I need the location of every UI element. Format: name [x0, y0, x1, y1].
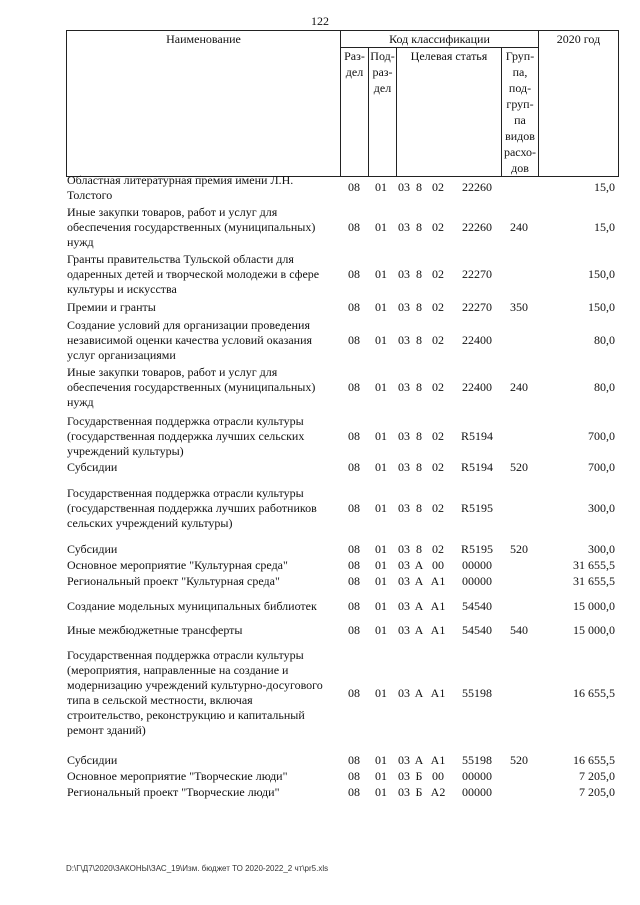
row-target-direction: 22400	[462, 333, 492, 347]
row-razdel: 08	[348, 769, 360, 783]
row-amount: 16 655,5	[573, 686, 615, 700]
row-target-program: 03	[398, 558, 410, 572]
row-target-program: 03	[398, 574, 410, 588]
row-expense-group: 520	[510, 753, 528, 767]
row-target-subprogram: Б	[415, 785, 423, 799]
header-podrazdel-label: Под- раз- дел	[370, 49, 395, 95]
row-target-direction: 54540	[462, 599, 492, 613]
row-target-subprogram: 8	[416, 542, 422, 556]
row-name: Региональный проект "Творческие люди"	[67, 785, 280, 799]
row-podrazdel: 01	[375, 267, 387, 281]
row-target-direction: 22270	[462, 300, 492, 314]
row-target-event: А1	[430, 753, 446, 767]
row-razdel: 08	[348, 429, 360, 443]
row-target-direction: R5195	[460, 542, 493, 556]
row-target-program: 03	[398, 501, 410, 515]
row-amount: 300,0	[588, 501, 615, 515]
row-name: Создание модельных муниципальных библиотек	[67, 599, 317, 613]
row-razdel: 08	[348, 542, 360, 556]
row-target-event: А1	[430, 599, 446, 613]
row-name: Субсидии	[67, 542, 118, 556]
row-target-event: А1	[430, 686, 446, 700]
row-amount: 700,0	[588, 460, 615, 474]
row-target-event: 00	[432, 558, 444, 572]
row-amount: 16 655,5	[573, 753, 615, 767]
row-podrazdel: 01	[375, 599, 387, 613]
row-target-event: 02	[432, 300, 444, 314]
row-target-program: 03	[398, 220, 410, 234]
row-expense-group: 240	[510, 220, 528, 234]
row-name: Премии и гранты	[67, 300, 156, 314]
row-amount: 300,0	[588, 542, 615, 556]
row-target-program: 03	[398, 380, 410, 394]
row-amount: 15,0	[594, 220, 615, 234]
row-name: Гранты правительства Тульской области для одаренных детей и творческой молодежи в сфере культуры и искусства	[67, 252, 320, 296]
row-target-subprogram: 8	[416, 501, 422, 515]
row-target-direction: 55198	[462, 686, 492, 700]
row-name: Региональный проект "Культурная среда"	[67, 574, 280, 588]
row-expense-group: 540	[510, 623, 528, 637]
row-target-direction: 22400	[462, 380, 492, 394]
row-amount: 31 655,5	[573, 558, 615, 572]
row-name: Основное мероприятие "Творческие люди"	[67, 769, 288, 783]
row-expense-group: 240	[510, 380, 528, 394]
row-target-event: А1	[430, 623, 446, 637]
row-target-program: 03	[398, 753, 410, 767]
row-target-event: 00	[432, 769, 444, 783]
row-target-subprogram: 8	[416, 380, 422, 394]
row-target-program: 03	[398, 180, 410, 194]
row-podrazdel: 01	[375, 785, 387, 799]
row-name: Субсидии	[67, 753, 118, 767]
row-amount: 7 205,0	[579, 769, 615, 783]
row-expense-group: 350	[510, 300, 528, 314]
row-target-direction: 55198	[462, 753, 492, 767]
row-target-subprogram: А	[414, 623, 424, 637]
row-razdel: 08	[348, 333, 360, 347]
row-amount: 80,0	[594, 380, 615, 394]
row-target-event: 02	[432, 429, 444, 443]
row-podrazdel: 01	[375, 501, 387, 515]
row-target-direction: 22260	[462, 180, 492, 194]
row-expense-group: 520	[510, 542, 528, 556]
row-amount: 150,0	[588, 300, 615, 314]
row-target-direction: 22270	[462, 267, 492, 281]
row-target-direction: R5195	[460, 501, 493, 515]
row-target-subprogram: 8	[416, 460, 422, 474]
row-target-program: 03	[398, 686, 410, 700]
row-target-subprogram: 8	[416, 180, 422, 194]
row-target-subprogram: 8	[416, 429, 422, 443]
row-target-event: 02	[432, 501, 444, 515]
row-amount: 150,0	[588, 267, 615, 281]
row-razdel: 08	[348, 785, 360, 799]
row-razdel: 08	[348, 623, 360, 637]
row-target-direction: 54540	[462, 623, 492, 637]
row-razdel: 08	[348, 220, 360, 234]
row-target-subprogram: 8	[416, 267, 422, 281]
row-amount: 15 000,0	[573, 599, 615, 613]
row-target-event: А1	[430, 574, 446, 588]
row-target-program: 03	[398, 267, 410, 281]
header-target-label: Целевая статья	[410, 49, 488, 63]
row-razdel: 08	[348, 558, 360, 572]
row-name: Иные межбюджетные трансферты	[67, 623, 243, 637]
row-amount: 15,0	[594, 180, 615, 194]
row-target-program: 03	[398, 429, 410, 443]
header-code-group-label: Код классификации	[389, 32, 490, 46]
row-target-event: 02	[432, 267, 444, 281]
row-target-subprogram: 8	[416, 220, 422, 234]
row-podrazdel: 01	[375, 686, 387, 700]
row-razdel: 08	[348, 267, 360, 281]
row-expense-group: 520	[510, 460, 528, 474]
row-target-subprogram: А	[414, 574, 424, 588]
row-amount: 80,0	[594, 333, 615, 347]
row-name: Государственная поддержка отрасли культуры (мероприятия, направленные на создание и модернизацию учреждений культурно-досугового типа в сельской местности, включая строительство, реконструкцию и капитальный ремонт зданий)	[67, 648, 323, 737]
row-target-program: 03	[398, 542, 410, 556]
row-amount: 7 205,0	[579, 785, 615, 799]
row-podrazdel: 01	[375, 542, 387, 556]
row-podrazdel: 01	[375, 380, 387, 394]
row-target-program: 03	[398, 785, 410, 799]
row-razdel: 08	[348, 300, 360, 314]
row-name: Областная литературная премия имени Л.Н. Толстого	[67, 173, 294, 202]
row-target-direction: R5194	[460, 460, 493, 474]
row-name: Создание условий для организации проведения независимой оценки качества условий оказания услуг организациями	[67, 318, 313, 362]
row-target-program: 03	[398, 460, 410, 474]
row-amount: 15 000,0	[573, 623, 615, 637]
row-target-event: 02	[432, 220, 444, 234]
row-razdel: 08	[348, 460, 360, 474]
row-podrazdel: 01	[375, 333, 387, 347]
row-target-subprogram: 8	[416, 333, 422, 347]
row-podrazdel: 01	[375, 623, 387, 637]
row-podrazdel: 01	[375, 300, 387, 314]
page-number: 122	[311, 14, 329, 28]
header-year-label: 2020 год	[556, 32, 601, 46]
row-target-event: 02	[432, 460, 444, 474]
row-target-program: 03	[398, 300, 410, 314]
row-razdel: 08	[348, 574, 360, 588]
row-name: Государственная поддержка отрасли культуры (государственная поддержка лучших сельских учреждений культуры)	[67, 414, 305, 458]
row-podrazdel: 01	[375, 220, 387, 234]
row-razdel: 08	[348, 686, 360, 700]
row-podrazdel: 01	[375, 558, 387, 572]
row-target-program: 03	[398, 599, 410, 613]
row-name: Государственная поддержка отрасли культуры (государственная поддержка лучших работников сельских учреждений культуры)	[67, 486, 317, 530]
row-razdel: 08	[348, 753, 360, 767]
row-target-subprogram: А	[414, 686, 424, 700]
row-target-direction: 22260	[462, 220, 492, 234]
row-target-program: 03	[398, 623, 410, 637]
row-podrazdel: 01	[375, 574, 387, 588]
row-target-subprogram: Б	[415, 769, 423, 783]
row-podrazdel: 01	[375, 460, 387, 474]
row-podrazdel: 01	[375, 753, 387, 767]
row-target-subprogram: А	[414, 558, 424, 572]
row-name: Субсидии	[67, 460, 118, 474]
row-amount: 700,0	[588, 429, 615, 443]
row-razdel: 08	[348, 380, 360, 394]
row-razdel: 08	[348, 599, 360, 613]
row-amount: 31 655,5	[573, 574, 615, 588]
row-target-program: 03	[398, 769, 410, 783]
row-target-direction: 00000	[462, 785, 492, 799]
row-target-event: 02	[432, 180, 444, 194]
row-name: Иные закупки товаров, работ и услуг для обеспечения государственных (муниципальных) нужд	[67, 365, 316, 409]
row-name: Иные закупки товаров, работ и услуг для обеспечения государственных (муниципальных) нужд	[67, 205, 316, 249]
row-target-direction: R5194	[460, 429, 493, 443]
row-podrazdel: 01	[375, 429, 387, 443]
row-target-event: А2	[430, 785, 446, 799]
row-target-event: 02	[432, 380, 444, 394]
header-razdel-label: Раз- дел	[344, 49, 365, 79]
row-razdel: 08	[348, 180, 360, 194]
row-target-event: 02	[432, 542, 444, 556]
row-target-program: 03	[398, 333, 410, 347]
row-name: Основное мероприятие "Культурная среда"	[67, 558, 288, 572]
row-target-direction: 00000	[462, 558, 492, 572]
file-path-footer: D:\Г\Д7\2020\ЗАКОНЫ\ЗАС_19\Изм. бюджет ТО 2020-2022_2 чт\pr5.xls	[66, 864, 329, 873]
row-target-subprogram: А	[414, 599, 424, 613]
header-group-label: Груп- па, под- груп- па видов расхо- дов	[503, 49, 537, 175]
row-target-event: 02	[432, 333, 444, 347]
row-podrazdel: 01	[375, 769, 387, 783]
row-target-direction: 00000	[462, 574, 492, 588]
row-razdel: 08	[348, 501, 360, 515]
row-target-subprogram: 8	[416, 300, 422, 314]
row-target-direction: 00000	[462, 769, 492, 783]
row-podrazdel: 01	[375, 180, 387, 194]
row-target-subprogram: А	[414, 753, 424, 767]
header-name-label: Наименование	[166, 32, 241, 46]
